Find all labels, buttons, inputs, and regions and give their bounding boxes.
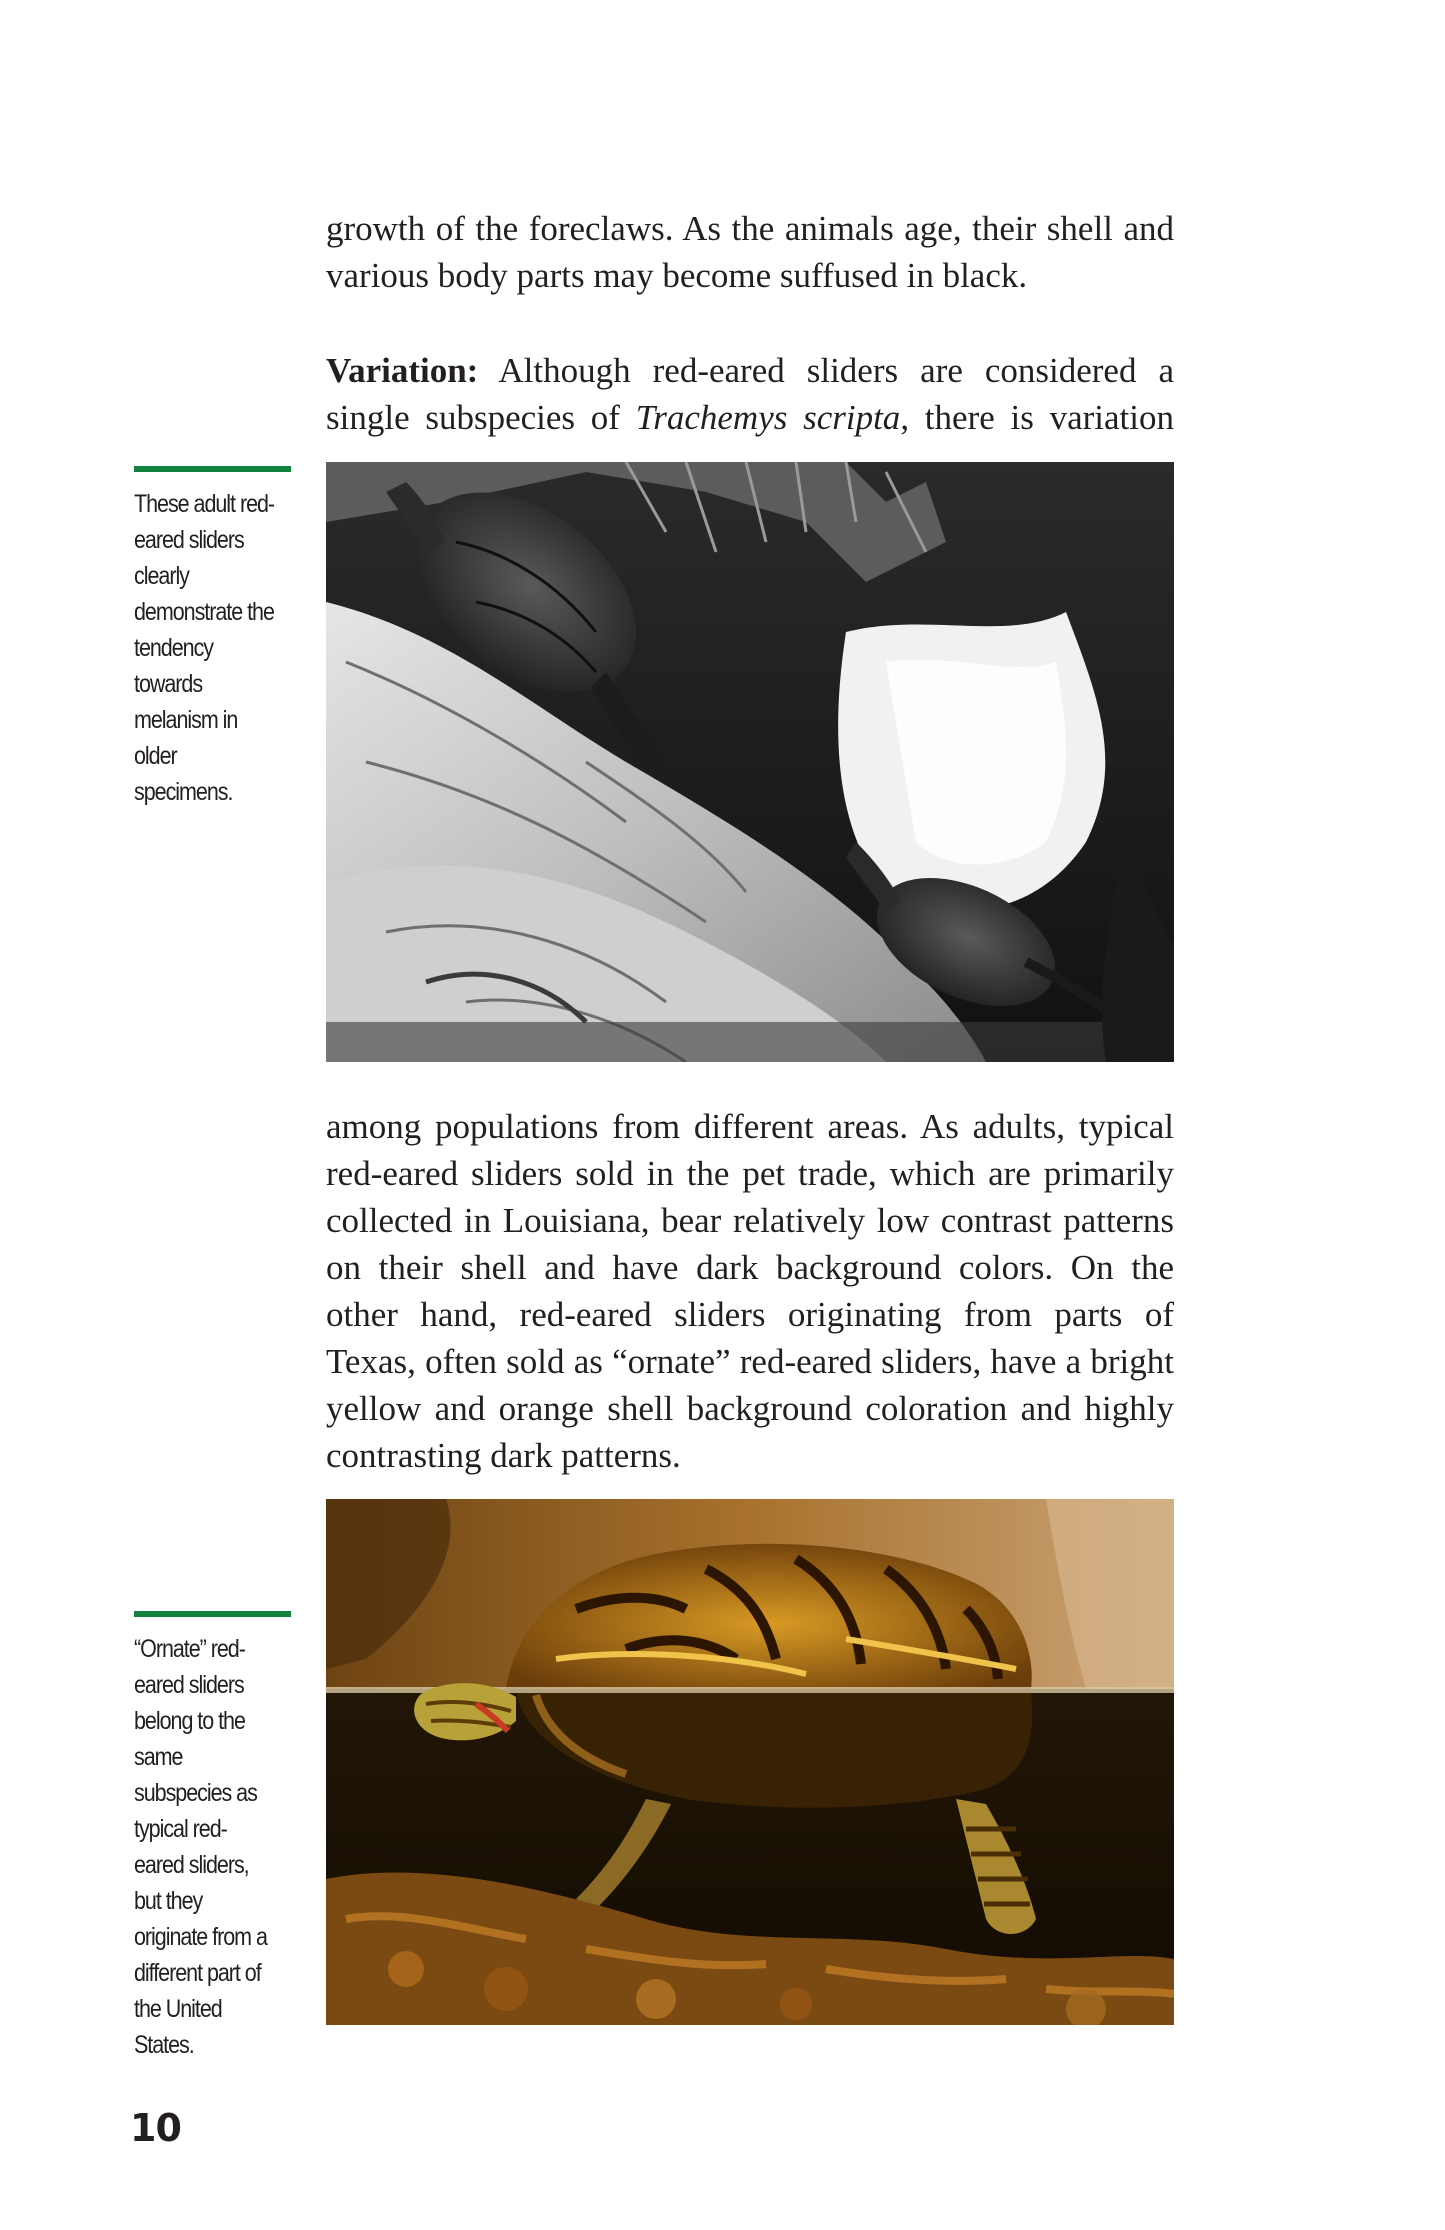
species-name: Trachemys scripta bbox=[635, 398, 901, 437]
page-number: 10 bbox=[130, 2106, 181, 2150]
body-paragraph-2 bbox=[326, 347, 1174, 441]
photo-melanistic-sliders-image bbox=[326, 462, 1174, 1062]
variation-heading: Variation: bbox=[326, 351, 479, 390]
body-paragraph-3: among populations from different areas. As adults, typical red-eared sliders sold in the pet trade, which are primarily collected in Louisiana, bear relatively low contrast patterns on their shell and have dark background colors. On the other hand, red-eared sliders originating from parts of Texas, often sold as “ornate” red-eared sliders, have a bright yellow and orange shell background coloration and highly contrasting dark patterns. bbox=[326, 1107, 1174, 1475]
photo-caption-2: “Ornate” red-eared sliders belong to the same subspecies as typical red-eared sliders, but they originate from a different part of the United States. bbox=[134, 1635, 267, 2059]
paragraph-2-text-b: , there is variation bbox=[900, 398, 1174, 437]
photo-caption-1: These adult red-eared sliders clearly demonstrate the tendency towards melanism in older specimens. bbox=[134, 490, 275, 806]
photo-ornate-slider bbox=[326, 1499, 1174, 2025]
caption-rule-1 bbox=[134, 466, 291, 472]
paragraph-2-text-a: Although red-eared sliders are considered a single subspecies of bbox=[326, 351, 1174, 437]
caption-rule-2 bbox=[134, 1611, 291, 1617]
body-paragraph-1: growth of the foreclaws. As the animals age, their shell and various body parts may become suffused in black. bbox=[326, 209, 1174, 295]
photo-melanistic-sliders bbox=[326, 462, 1174, 1062]
photo-ornate-slider-image bbox=[326, 1499, 1174, 2025]
